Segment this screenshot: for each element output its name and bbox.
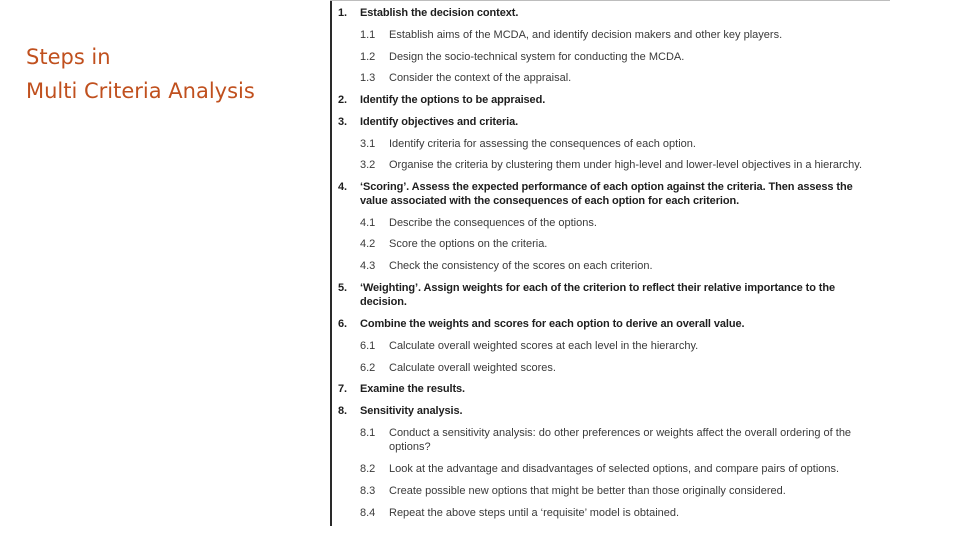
step-number: 7. (338, 383, 347, 395)
step-text: Establish the decision context. (360, 7, 519, 19)
step-text: value associated with the consequences of each option for each criterion. (360, 195, 740, 207)
substep-text: Calculate overall weighted scores at each level in the hierarchy. (389, 340, 699, 352)
step-text: Identify the options to be appraised. (360, 94, 546, 106)
step-text: decision. (360, 296, 407, 308)
substep-text: Describe the consequences of the options. (389, 217, 597, 229)
substep-text: Identify criteria for assessing the consequences of each option. (389, 138, 696, 150)
step-number: 5. (338, 282, 347, 294)
slide-title (26, 40, 316, 108)
substep-number: 6.1 (360, 340, 376, 352)
substep-number: 1.2 (360, 51, 376, 63)
substep-number: 1.3 (360, 72, 376, 84)
substep-number: 1.1 (360, 29, 376, 41)
substep-text: Consider the context of the appraisal. (389, 72, 572, 84)
substep-text: Create possible new options that might be better than those originally considered. (389, 485, 786, 497)
substep-text: Check the consistency of the scores on each criterion. (389, 260, 653, 272)
slide-title-line-1: Steps in (26, 45, 111, 69)
step-number: 3. (338, 116, 347, 128)
substep-text: Design the socio-technical system for conducting the MCDA. (389, 51, 685, 63)
step-number: 6. (338, 318, 347, 330)
substep-text: Organise the criteria by clustering them under high-level and lower-level objectives in a hierarchy. (389, 159, 863, 171)
substep-text: Conduct a sensitivity analysis: do other preferences or weights affect the overall ordering of the (389, 427, 852, 439)
document-top-border (330, 0, 890, 1)
substep-text: Look at the advantage and disadvantages of selected options, and compare pairs of options. (389, 463, 840, 475)
substep-number: 4.2 (360, 238, 376, 250)
substep-number: 8.2 (360, 463, 376, 475)
substep-text: Calculate overall weighted scores. (389, 362, 556, 374)
substep-number: 4.1 (360, 217, 376, 229)
document-left-border (330, 0, 332, 526)
step-text: Identify objectives and criteria. (360, 116, 519, 128)
step-text: Combine the weights and scores for each option to derive an overall value. (360, 318, 745, 330)
step-text: Examine the results. (360, 383, 465, 395)
step-number: 2. (338, 94, 347, 106)
slide-title-line-2: Multi Criteria Analysis (26, 79, 255, 103)
step-number: 1. (338, 7, 347, 19)
substep-number: 4.3 (360, 260, 376, 272)
step-text: ‘Scoring’. Assess the expected performance of each option against the criteria. Then assess the (360, 181, 853, 193)
substep-text: Repeat the above steps until a ‘requisite’ model is obtained. (389, 507, 680, 519)
substep-text: options? (389, 441, 431, 453)
step-text: ‘Weighting’. Assign weights for each of the criterion to reflect their relative importance to the (360, 282, 835, 294)
substep-number: 8.3 (360, 485, 376, 497)
substep-number: 8.1 (360, 427, 376, 439)
mcda-steps-document (330, 0, 890, 526)
substep-number: 3.1 (360, 138, 376, 150)
substep-number: 3.2 (360, 159, 376, 171)
step-number: 8. (338, 405, 347, 417)
step-number: 4. (338, 181, 347, 193)
step-text: Sensitivity analysis. (360, 405, 463, 417)
substep-text: Score the options on the criteria. (389, 238, 548, 250)
substep-number: 6.2 (360, 362, 376, 374)
substep-text: Establish aims of the MCDA, and identify decision makers and other key players. (389, 29, 783, 41)
substep-number: 8.4 (360, 507, 376, 519)
